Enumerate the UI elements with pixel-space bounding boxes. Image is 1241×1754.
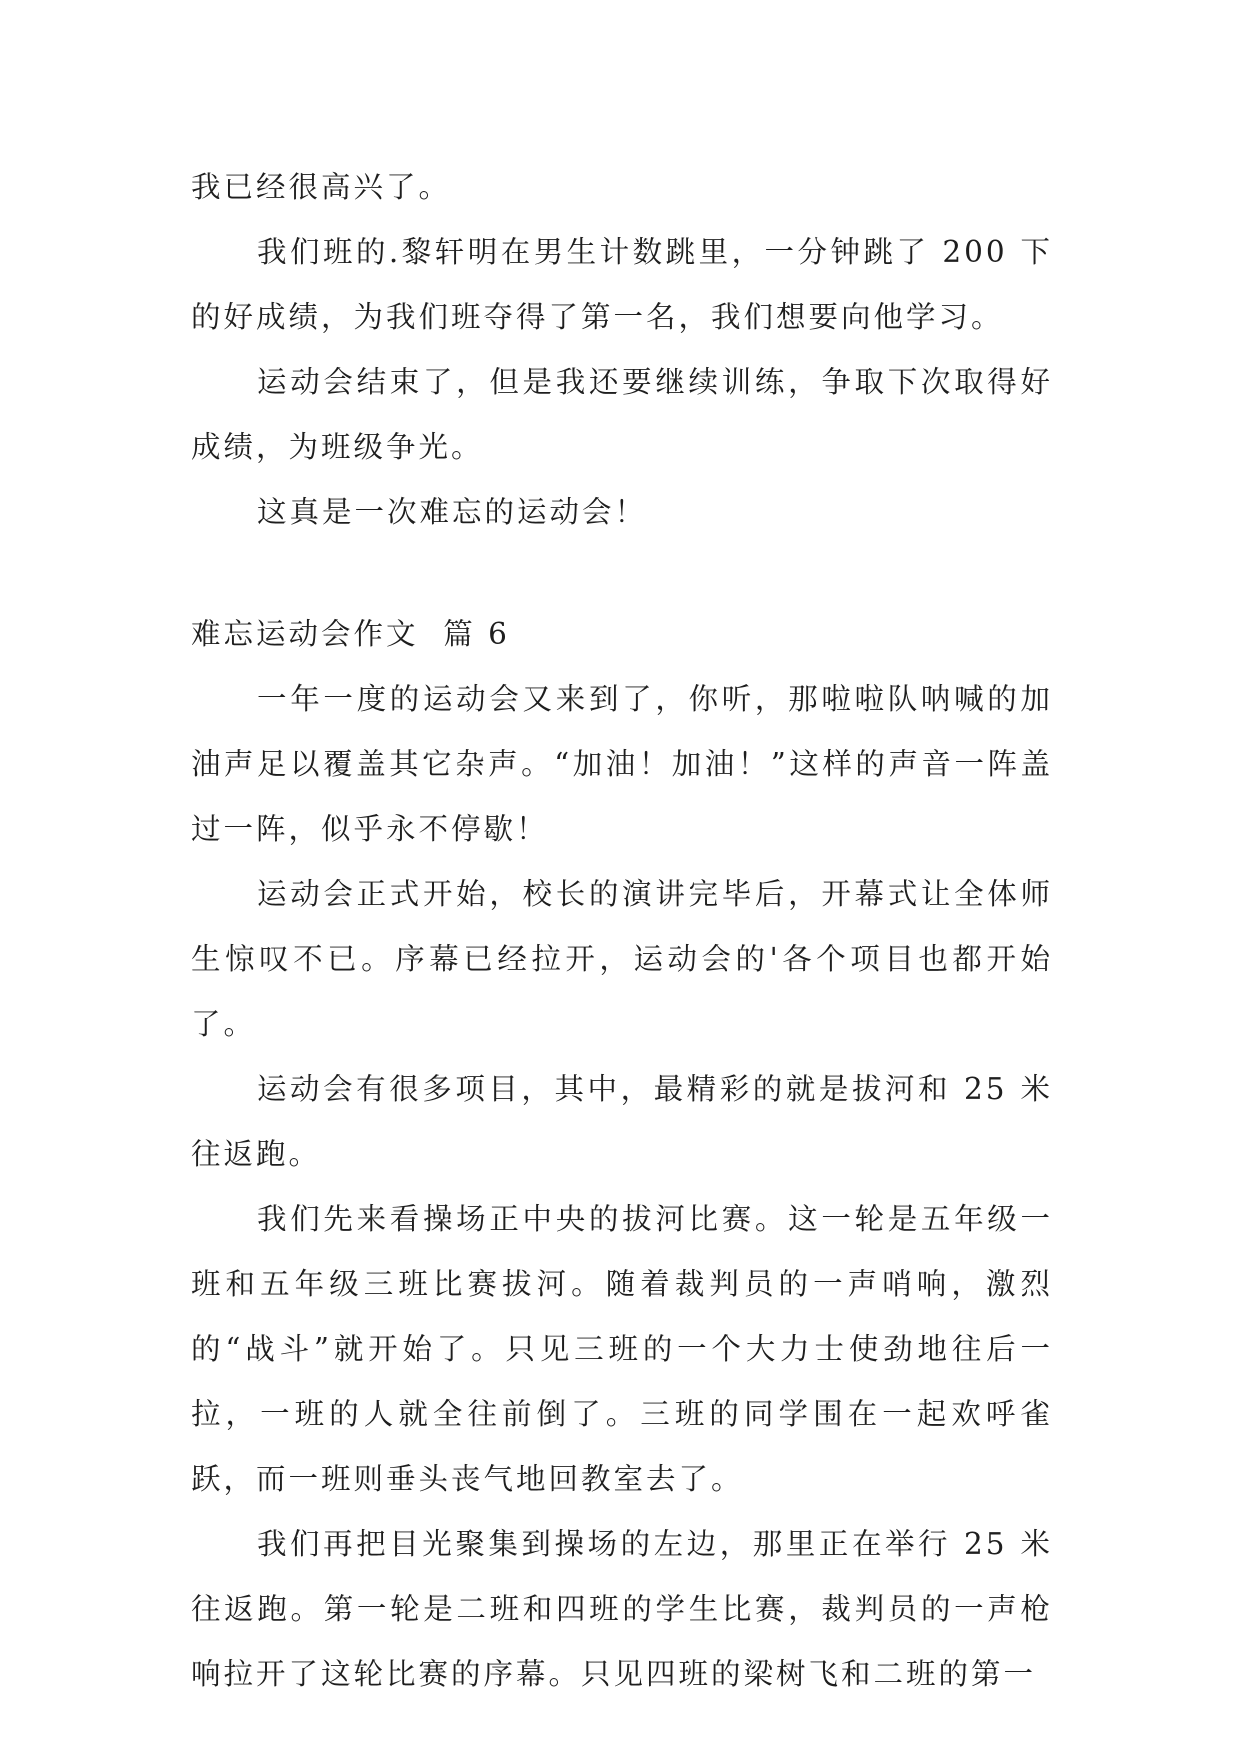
paragraph: 我们再把目光聚集到操场的左边，那里正在举行 25 米往返跑。第一轮是二班和四班的学生比赛，裁判员的一声枪响拉开了这轮比赛的序幕。只见四班的梁树飞和二班的第一 [191, 1527, 1053, 1691]
paragraph-continuation: 我已经很高兴了。 [191, 170, 452, 204]
paragraph: 一年一度的运动会又来到了，你听，那啦啦队呐喊的加油声足以覆盖其它杂声。“加油！加油！”这样的声音一阵盖过一阵，似乎永不停歇！ [191, 682, 1053, 846]
paragraph: 运动会有很多项目，其中，最精彩的就是拔河和 25 米往返跑。 [191, 1072, 1053, 1171]
paragraph: 运动会结束了，但是我还要继续训练，争取下次取得好成绩，为班级争光。 [191, 365, 1053, 464]
paragraph: 运动会正式开始，校长的演讲完毕后，开幕式让全体师生惊叹不已。序幕已经拉开，运动会的'各个项目也都开始了。 [191, 877, 1053, 1041]
section-gap [191, 545, 1053, 602]
document-body [191, 155, 1053, 1707]
paragraph: 这真是一次难忘的运动会！ [257, 495, 648, 529]
section-title: 难忘运动会作文 篇 6 [191, 617, 510, 651]
paragraph: 我们先来看操场正中央的拔河比赛。这一轮是五年级一班和五年级三班比赛拔河。随着裁判员的一声哨响，激烈的“战斗”就开始了。只见三班的一个大力士使劲地往后一拉，一班的人就全往前倒了。三班的同学围在一起欢呼雀跃，而一班则垂头丧气地回教室去了。 [191, 1202, 1053, 1496]
paragraph: 我们班的.黎轩明在男生计数跳里，一分钟跳了 200 下的好成绩，为我们班夺得了第一名，我们想要向他学习。 [191, 235, 1053, 334]
